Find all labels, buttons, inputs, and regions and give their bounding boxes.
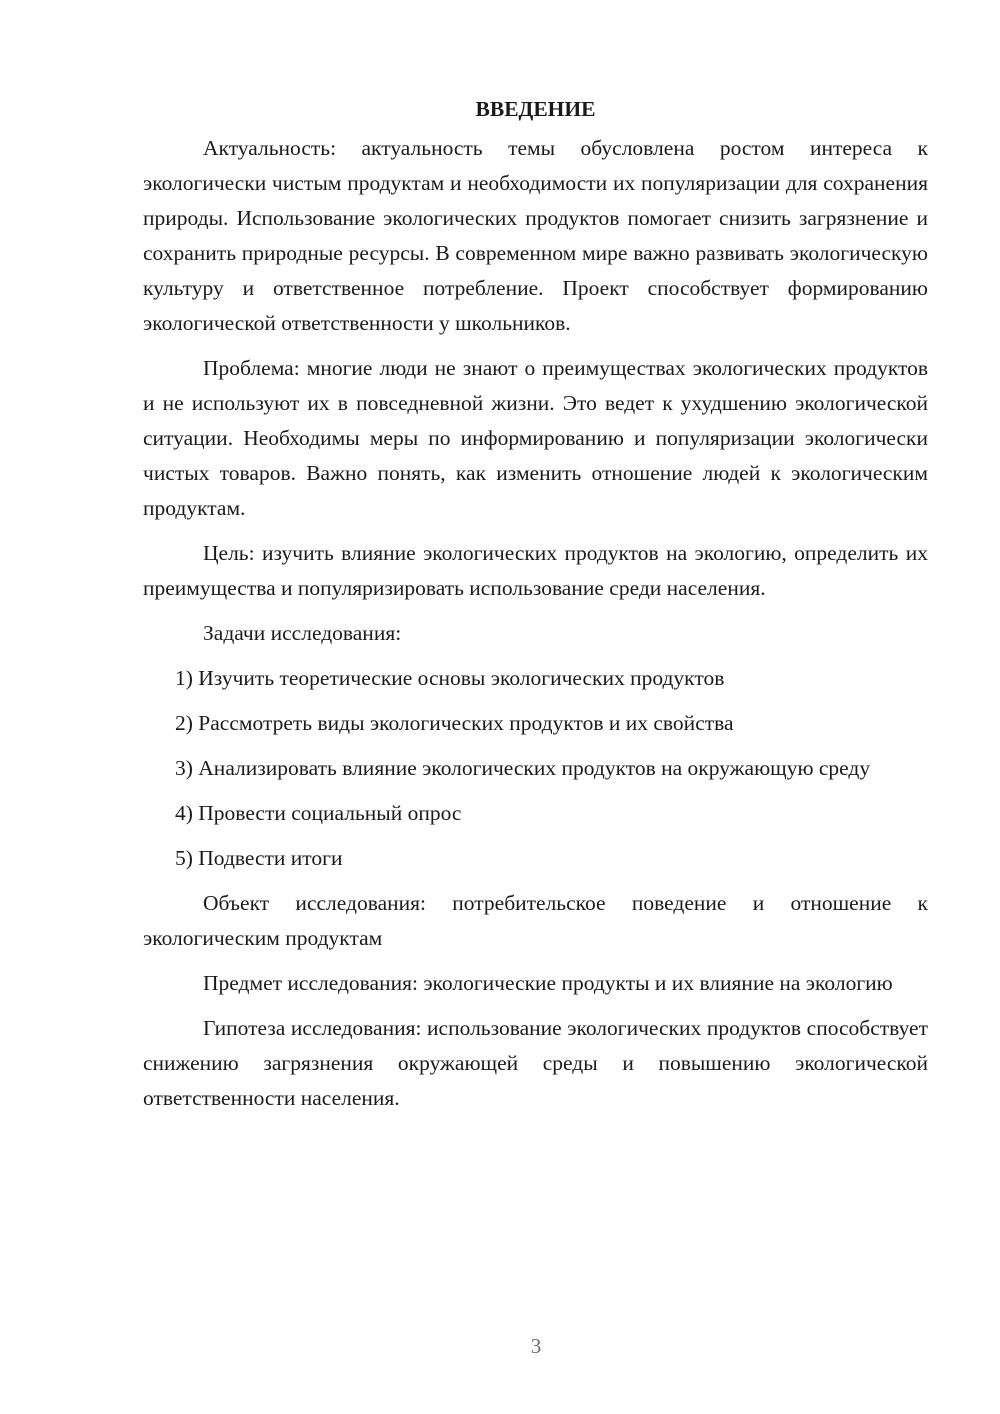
task-item: 3) Анализировать влияние экологических продуктов на окружающую среду (175, 756, 871, 780)
task-item: 5) Подвести итоги (175, 846, 343, 870)
page-title: ВВЕДЕНИЕ (475, 97, 596, 121)
page-number: 3 (530, 1334, 542, 1358)
task-item: 4) Провести социальный опрос (175, 801, 462, 825)
object-paragraph: Объект исследования: потребительское поведение и отношение к экологическим продуктам (143, 891, 928, 950)
task-item: 2) Рассмотреть виды экологических продуктов и их свойства (175, 711, 734, 735)
subject-paragraph: Предмет исследования: экологические продукты и их влияние на экологию (203, 971, 893, 995)
task-item: 1) Изучить теоретические основы экологических продуктов (175, 666, 725, 690)
goal-paragraph: Цель: изучить влияние экологических продуктов на экологию, определить их преимущества и популяризировать использование среди населения. (143, 541, 928, 600)
tasks-heading: Задачи исследования: (203, 621, 402, 645)
relevance-paragraph: Актуальность: актуальность темы обусловлена ростом интереса к экологически чистым продуктам и необходимости их популяризации для сохранения природы. Использование экологических продуктов помогает снизить загрязнение и сохранить природные ресурсы. В современном мире важно развивать экологическую культуру и ответственное потребление. Проект способствует формированию экологической ответственности у школьников. (143, 136, 928, 335)
hypothesis-paragraph: Гипотеза исследования: использование экологических продуктов способствует снижению загрязнения окружающей среды и повышению экологической ответственности населения. (143, 1016, 928, 1110)
problem-paragraph: Проблема: многие люди не знают о преимуществах экологических продуктов и не используют их в повседневной жизни. Это ведет к ухудшению экологической ситуации. Необходимы меры по информированию и популяризации экологически чистых товаров. Важно понять, как изменить отношение людей к экологическим продуктам. (143, 356, 928, 520)
page-content (143, 92, 928, 1126)
